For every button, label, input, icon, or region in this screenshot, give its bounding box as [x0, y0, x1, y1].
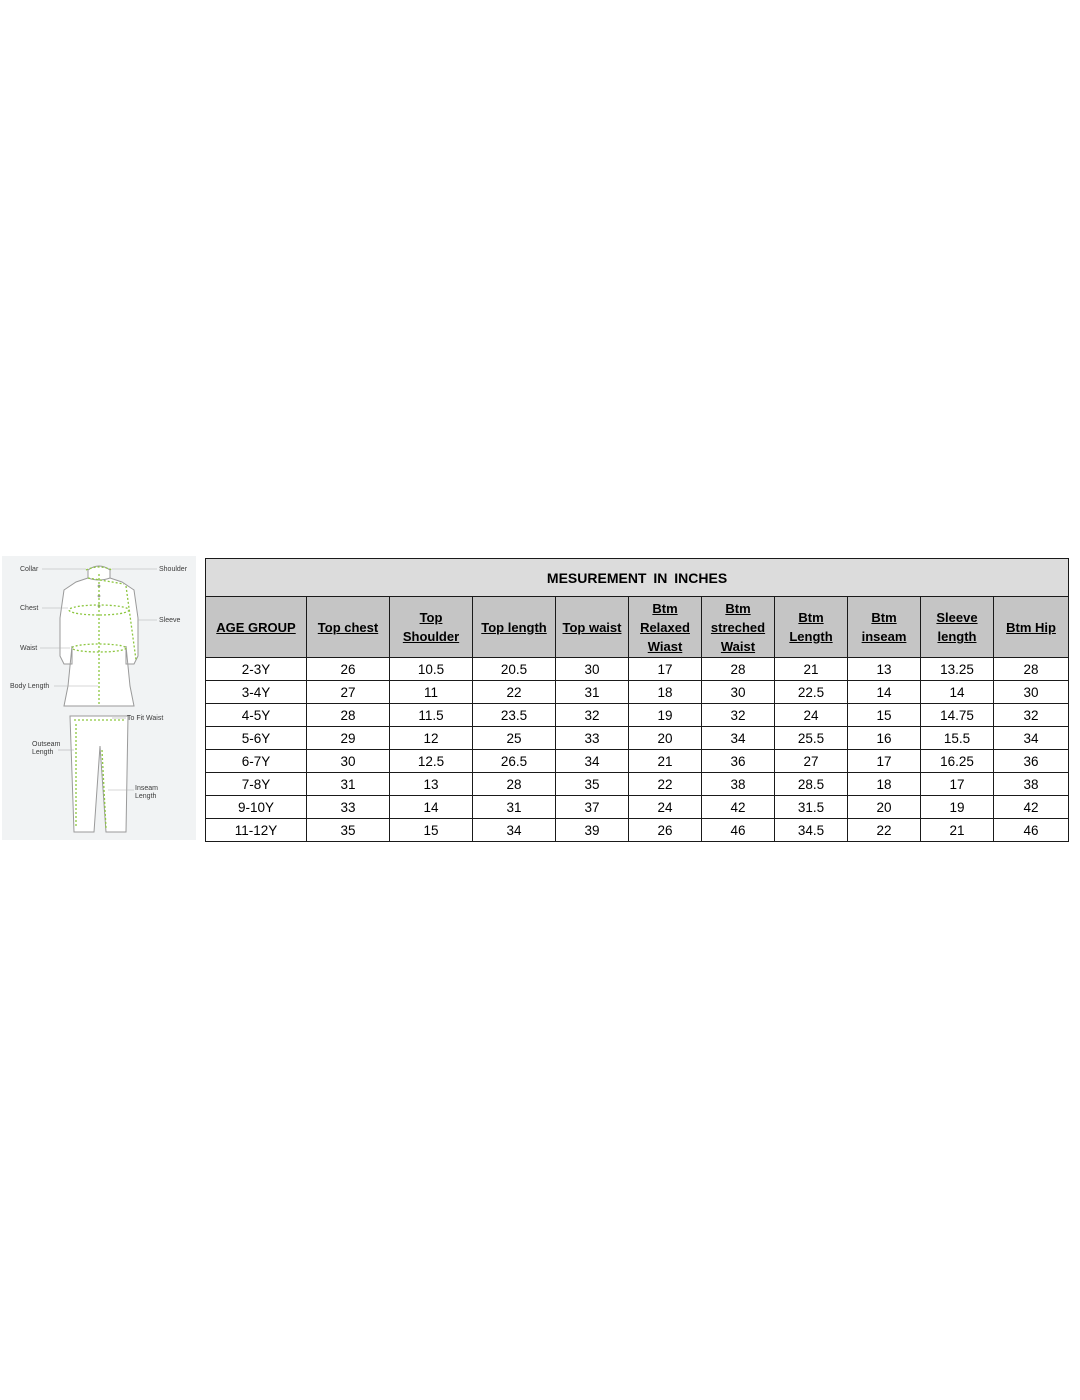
- measurement-cell: 38: [702, 773, 775, 796]
- measurement-cell: 22: [848, 819, 921, 842]
- column-header: [775, 597, 848, 658]
- table-header-row: [206, 597, 1069, 658]
- measurement-diagram: [2, 556, 196, 840]
- column-header-line: Wiast: [647, 638, 683, 654]
- measurement-cell: 30: [994, 681, 1069, 704]
- measurement-cell: 14: [848, 681, 921, 704]
- measurement-cell: 21: [775, 658, 848, 681]
- label-collar: Collar: [20, 566, 39, 573]
- measurement-cell: 26.5: [473, 750, 556, 773]
- measurement-cell: 22: [473, 681, 556, 704]
- measurement-cell: 36: [702, 750, 775, 773]
- measurement-cell: 20.5: [473, 658, 556, 681]
- measurement-cell: 33: [556, 727, 629, 750]
- table-row: [206, 796, 1069, 819]
- measurement-cell: 30: [556, 658, 629, 681]
- measurement-cell: 34.5: [775, 819, 848, 842]
- measurement-cell: 11.5: [390, 704, 473, 727]
- measurement-cell: 25.5: [775, 727, 848, 750]
- age-group-cell: 3-4Y: [206, 681, 307, 704]
- measurement-cell: 13: [848, 658, 921, 681]
- column-header: [848, 597, 921, 658]
- measurement-cell: 17: [629, 658, 702, 681]
- measurement-cell: 11: [390, 681, 473, 704]
- age-group-cell: 7-8Y: [206, 773, 307, 796]
- column-header-line: Shoulder: [402, 629, 460, 644]
- measurement-cell: 22: [629, 773, 702, 796]
- age-group-cell: 4-5Y: [206, 704, 307, 727]
- measurement-cell: 32: [702, 704, 775, 727]
- label-inseam-length-line1: Inseam: [135, 785, 158, 792]
- measurement-cell: 36: [994, 750, 1069, 773]
- label-body-length: Body Length: [10, 683, 50, 690]
- column-header-line: Btm Hip: [1006, 619, 1056, 635]
- label-outseam-length-line2: Length: [32, 749, 54, 756]
- measurement-cell: 12.5: [390, 750, 473, 773]
- column-header-line: length: [937, 629, 977, 644]
- measurement-cell: 24: [775, 704, 848, 727]
- table-body: [206, 658, 1069, 842]
- table-row: [206, 819, 1069, 842]
- measurement-cell: 32: [556, 704, 629, 727]
- column-header-line: Btm: [798, 610, 824, 625]
- measurement-cell: 20: [848, 796, 921, 819]
- table-row: [206, 727, 1069, 750]
- measurement-cell: 27: [307, 681, 390, 704]
- measurement-cell: 20: [629, 727, 702, 750]
- measurement-cell: 46: [702, 819, 775, 842]
- measurement-cell: 33: [307, 796, 390, 819]
- measurement-cell: 15.5: [921, 727, 994, 750]
- measurement-cell: 37: [556, 796, 629, 819]
- measurement-cell: 42: [994, 796, 1069, 819]
- column-header-line: streched: [710, 619, 766, 635]
- column-header: [629, 597, 702, 658]
- column-header: [307, 597, 390, 658]
- column-header-line: Waist: [720, 638, 756, 654]
- column-header-line: Top waist: [562, 619, 622, 635]
- table-row: [206, 773, 1069, 796]
- measurement-cell: 14.75: [921, 704, 994, 727]
- label-chest: Chest: [20, 605, 39, 612]
- age-group-cell: 9-10Y: [206, 796, 307, 819]
- label-inseam-length-line2: Length: [135, 793, 157, 800]
- garment-illustration: [2, 556, 196, 840]
- column-header-line: Btm: [725, 600, 751, 616]
- measurement-cell: 31: [307, 773, 390, 796]
- label-outseam-length-line1: Outseam: [32, 741, 61, 748]
- measurement-cell: 26: [307, 658, 390, 681]
- measurement-cell: 34: [702, 727, 775, 750]
- label-to-fit-waist: To Fit Waist: [127, 715, 164, 722]
- measurement-cell: 35: [307, 819, 390, 842]
- table-row: [206, 750, 1069, 773]
- age-group-cell: 5-6Y: [206, 727, 307, 750]
- measurement-cell: 13.25: [921, 658, 994, 681]
- measurement-cell: 23.5: [473, 704, 556, 727]
- column-header-line: Length: [789, 629, 833, 644]
- measurement-cell: 19: [921, 796, 994, 819]
- measurement-cell: 14: [921, 681, 994, 704]
- measurement-cell: 28: [307, 704, 390, 727]
- measurement-cell: 17: [848, 750, 921, 773]
- measurement-cell: 28: [702, 658, 775, 681]
- table-row: [206, 681, 1069, 704]
- column-header-line: Top: [419, 610, 443, 625]
- measurement-cell: 27: [775, 750, 848, 773]
- measurement-cell: 28: [473, 773, 556, 796]
- measurement-cell: 31.5: [775, 796, 848, 819]
- measurement-cell: 18: [848, 773, 921, 796]
- table-title: MESUREMENT IN INCHES: [206, 559, 1069, 597]
- measurement-cell: 26: [629, 819, 702, 842]
- measurement-cell: 17: [921, 773, 994, 796]
- measurement-cell: 42: [702, 796, 775, 819]
- measurement-cell: 16.25: [921, 750, 994, 773]
- age-group-cell: 6-7Y: [206, 750, 307, 773]
- measurement-cell: 28.5: [775, 773, 848, 796]
- measurement-cell: 10.5: [390, 658, 473, 681]
- measurement-cell: 31: [556, 681, 629, 704]
- label-sleeve: Sleeve: [159, 617, 181, 624]
- measurement-cell: 15: [848, 704, 921, 727]
- column-header-line: Btm: [871, 610, 897, 625]
- column-header-line: Sleeve: [936, 610, 978, 625]
- measurement-cell: 25: [473, 727, 556, 750]
- measurement-cell: 38: [994, 773, 1069, 796]
- measurement-cell: 21: [921, 819, 994, 842]
- column-header: [702, 597, 775, 658]
- measurement-cell: 34: [473, 819, 556, 842]
- measurement-cell: 31: [473, 796, 556, 819]
- measurement-cell: 12: [390, 727, 473, 750]
- column-header: [994, 597, 1069, 658]
- measurement-cell: 39: [556, 819, 629, 842]
- column-header-line: Top length: [481, 619, 547, 635]
- measurement-cell: 24: [629, 796, 702, 819]
- column-header-line: Btm: [652, 600, 678, 616]
- column-header: [390, 597, 473, 658]
- measurement-cell: 19: [629, 704, 702, 727]
- column-header: [921, 597, 994, 658]
- table-row: [206, 704, 1069, 727]
- measurement-cell: 34: [556, 750, 629, 773]
- measurement-cell: 18: [629, 681, 702, 704]
- label-waist: Waist: [20, 645, 38, 652]
- measurement-cell: 30: [307, 750, 390, 773]
- measurement-cell: 35: [556, 773, 629, 796]
- measurement-cell: 14: [390, 796, 473, 819]
- column-header-line: Relaxed: [640, 619, 690, 635]
- measurement-cell: 22.5: [775, 681, 848, 704]
- column-header-line: inseam: [861, 629, 907, 644]
- measurement-cell: 32: [994, 704, 1069, 727]
- measurement-cell: 28: [994, 658, 1069, 681]
- measurement-cell: 34: [994, 727, 1069, 750]
- column-header-line: AGE GROUP: [216, 619, 296, 635]
- measurement-cell: 29: [307, 727, 390, 750]
- measurement-cell: 15: [390, 819, 473, 842]
- label-shoulder: Shoulder: [159, 566, 188, 573]
- table-row: [206, 658, 1069, 681]
- column-header: [473, 597, 556, 658]
- column-header-line: Top chest: [317, 619, 379, 635]
- age-group-cell: 11-12Y: [206, 819, 307, 842]
- measurement-cell: 21: [629, 750, 702, 773]
- column-header: [556, 597, 629, 658]
- measurement-cell: 16: [848, 727, 921, 750]
- age-group-cell: 2-3Y: [206, 658, 307, 681]
- column-header: [206, 597, 307, 658]
- size-chart-table: [205, 558, 1069, 842]
- measurement-cell: 46: [994, 819, 1069, 842]
- measurement-cell: 30: [702, 681, 775, 704]
- measurement-cell: 13: [390, 773, 473, 796]
